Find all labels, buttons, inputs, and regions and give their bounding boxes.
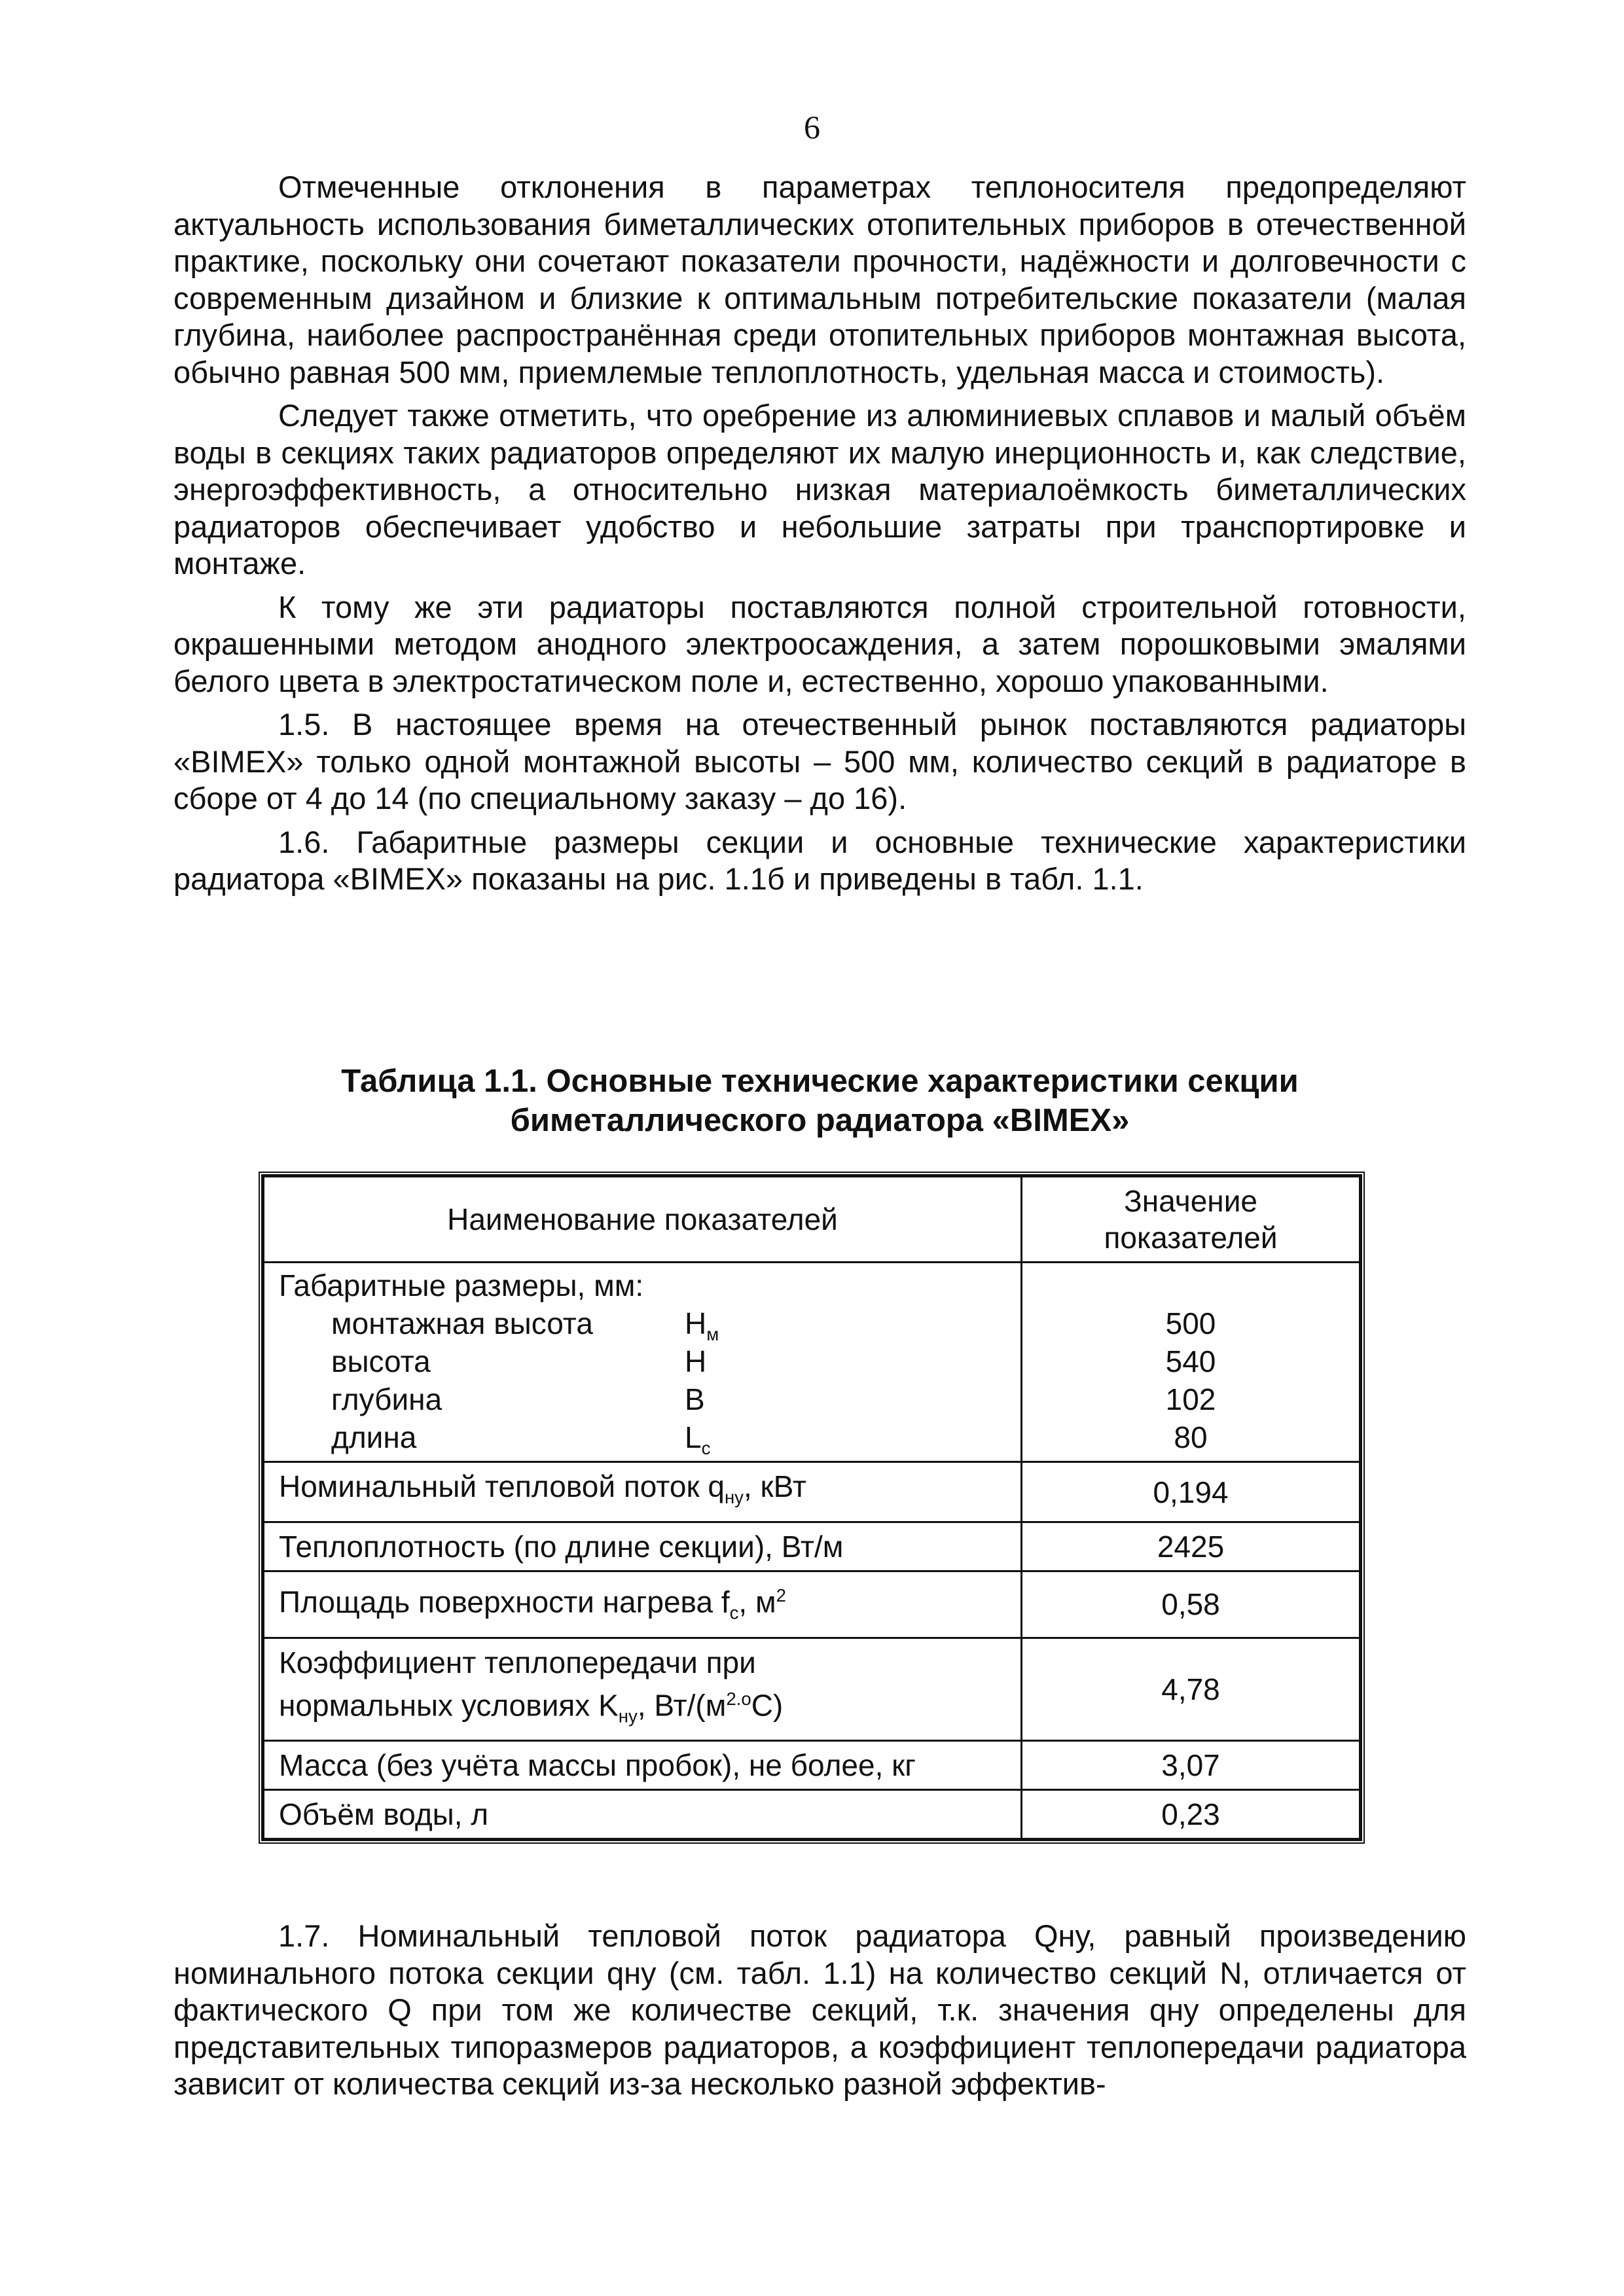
paragraph-1-7: 1.7. Номинальный тепловой поток радиатора Qну, равный произведению номинального потока секции qну (см. табл. 1.1) на количество секций N, отличается от фактического Q при том же количестве секций, т.к. значения qну определены для представительных типоразмеров радиаторов, а коэффициент теплопередачи радиатора зависит от количества секций из-за несколько разной эффектив- <box>173 1918 1466 2101</box>
heat-flow-label: Номинальный тепловой поток $q_{ну}$, кВт <box>264 1462 1022 1522</box>
header-value <box>1022 1177 1360 1263</box>
header-value-line-1: Значение <box>1124 1184 1257 1218</box>
body-text-top <box>173 169 1466 905</box>
mass-value: 3,07 <box>1022 1741 1360 1790</box>
heat-transfer-coef-label: Коэффициент теплопередачи при нормальных условиях $K_{ну}$, $Вт/(м^{2.о}С)$ <box>264 1638 1022 1741</box>
paragraph-4: 1.5. В настоящее время на отечественный рынок поставляются радиаторы «BIMEX» только одной монтажной высоты – 500 мм, количество секций в радиаторе в сборе от 4 до 14 (по специальному заказу – до 16). <box>173 707 1466 816</box>
heat-flow-value: 0,194 <box>1022 1462 1360 1522</box>
water-volume-label: Объём воды, л <box>264 1790 1022 1839</box>
heat-density-label: Теплоплотность (по длине секции), Вт/м <box>264 1522 1022 1571</box>
paragraph-2: Следует также отметить, что оребрение из алюминиевых сплавов и малый объём воды в секциях таких радиаторов определяют их малую инерционность и, как следствие, энергоэффективность, а относительно низкая материалоёмкость биметаллических радиаторов обеспечивает удобство и небольшие затраты при транспортировке и монтаже. <box>173 398 1466 581</box>
dim-item-mount-height: монтажная высота $H_м$ <box>331 1306 719 1345</box>
table-row-surface-area <box>264 1571 1360 1638</box>
dim-item-height: высота H <box>331 1344 707 1378</box>
paragraph-5: 1.6. Габаритные размеры секции и основные технические характеристики радиатора «BIMEX» показаны на рис. 1.1б и приведены в табл. 1.1. <box>173 824 1466 896</box>
specs-table-frame <box>259 1172 1365 1844</box>
heat-transfer-coef-value: 4,78 <box>1022 1638 1360 1741</box>
dim-value-height: 540 <box>1165 1344 1216 1378</box>
dim-item-depth: глубина B <box>331 1382 705 1416</box>
dim-item-length: длина $L_c$ <box>331 1420 711 1459</box>
table-caption <box>173 1062 1466 1140</box>
heat-density-value: 2425 <box>1022 1522 1360 1571</box>
table-caption-line-2: биметаллического радиатора «BIMEX» <box>510 1103 1130 1138</box>
header-value-line-2: показателей <box>1104 1221 1278 1255</box>
dim-value-length: 80 <box>1174 1420 1208 1454</box>
dimensions-values <box>1022 1263 1360 1462</box>
table-row-water-volume <box>264 1790 1360 1839</box>
table-row-mass <box>264 1741 1360 1790</box>
mass-label: Масса (без учёта массы пробок), не более, кг <box>264 1741 1022 1790</box>
paragraph-1: Отмеченные отклонения в параметрах теплоносителя предопределяют актуальность использования биметаллических отопительных приборов в отечественной практике, поскольку они сочетают показатели прочности, надёжности и долговечности с современным дизайном и близкие к оптимальным потребительские показатели (малая глубина, наиболее распространённая среди отопительных приборов монтажная высота, обычно равная 500 мм, приемлемые теплоплотность, удельная масса и стоимость). <box>173 170 1466 389</box>
page-number: 6 <box>804 109 820 145</box>
table-row-dimensions <box>264 1263 1360 1462</box>
surface-area-value: 0,58 <box>1022 1571 1360 1638</box>
table-header-row <box>264 1177 1360 1263</box>
table-row-heat-transfer-coef <box>264 1638 1360 1741</box>
table-row-heat-flow <box>264 1462 1360 1522</box>
specs-table <box>262 1175 1361 1840</box>
dimensions-labels <box>264 1263 1022 1462</box>
water-volume-value: 0,23 <box>1022 1790 1360 1839</box>
dim-value-depth: 102 <box>1165 1382 1216 1416</box>
table-caption-line-1: Таблица 1.1. Основные технические характеристики секции <box>341 1064 1299 1099</box>
dimensions-title: Габаритные размеры, мм: <box>279 1268 644 1302</box>
surface-area-label: Площадь поверхности нагрева $f_c$, $м^2$ <box>264 1571 1022 1638</box>
paragraph-3: К тому же эти радиаторы поставляются полной строительной готовности, окрашенными методом анодного электроосаждения, а затем порошковыми эмалями белого цвета в электростатическом поле и, естественно, хорошо упакованными. <box>173 589 1466 698</box>
dim-value-mount-height: 500 <box>1165 1306 1216 1340</box>
body-text-bottom <box>173 1918 1466 2109</box>
table-row-heat-density <box>264 1522 1360 1571</box>
header-name: Наименование показателей <box>264 1177 1022 1263</box>
